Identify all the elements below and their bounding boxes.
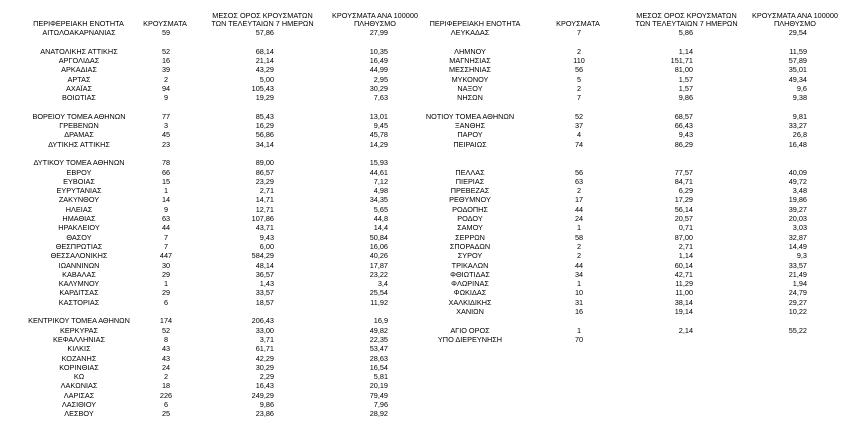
left-cell-avg: 48,14 <box>255 260 274 270</box>
right-cell-cases: 37 <box>574 121 584 130</box>
right-cell-region: ΡΟΔΟΠΗΣ <box>452 204 488 214</box>
right-cell-avg: 9,86 <box>678 93 693 103</box>
right-cell-per100k: 33,27 <box>788 121 807 130</box>
left-cell-region: ΚΑΡΔΙΤΣΑΣ <box>59 288 99 298</box>
left-cell-per100k: 16,9 <box>373 316 388 326</box>
right-cell-cases: 63 <box>574 176 584 186</box>
right-cell-cases: 2 <box>576 251 582 261</box>
left-cell-avg: 21,14 <box>255 55 274 65</box>
left-cell-avg: 3,71 <box>259 334 274 344</box>
right-cell-per100k: 9,6 <box>796 83 807 93</box>
left-cell-avg: 584,29 <box>251 251 274 261</box>
right-header-avg-line1: ΜΕΣΟΣ ΟΡΟΣ ΚΡΟΥΣΜΑΤΩΝ <box>636 11 737 20</box>
right-header-avg-line2: ΤΩΝ ΤΕΛΕΥΤΑΙΩΝ 7 ΗΜΕΡΩΝ <box>635 19 738 28</box>
left-cell-region: ΑΙΤΩΛΟΑΚΑΡΝΑΝΙΑΣ <box>42 28 116 37</box>
left-cell-per100k: 7,96 <box>373 400 388 409</box>
left-cell-per100k: 79,49 <box>369 390 388 400</box>
left-cell-region: ΑΡΓΟΛΙΔΑΣ <box>58 55 100 65</box>
left-cell-cases: 8 <box>163 334 169 344</box>
right-cell-per100k: 9,38 <box>792 93 807 103</box>
left-cell-cases: 39 <box>161 65 171 75</box>
right-cell-per100k: 32,87 <box>788 232 807 242</box>
right-cell-per100k: 3,03 <box>792 223 807 233</box>
left-cell-avg: 12,71 <box>255 204 274 214</box>
left-cell-cases: 52 <box>161 325 171 335</box>
left-cell-region: ΚΩ <box>73 372 85 382</box>
left-cell-cases: 94 <box>161 83 171 93</box>
left-cell-cases: 23 <box>161 139 171 149</box>
right-cell-avg: 5,86 <box>678 28 693 37</box>
left-cell-per100k: 2,95 <box>373 74 388 84</box>
left-cell-region: ΒΟΡΕΙΟΥ ΤΟΜΕΑ ΑΘΗΝΩΝ <box>32 111 126 121</box>
left-cell-avg: 14,71 <box>255 195 274 205</box>
right-cell-avg: 1,57 <box>678 74 693 84</box>
right-cell-per100k: 26,8 <box>792 130 807 140</box>
left-cell-cases: 16 <box>161 55 171 65</box>
right-cell-per100k: 29,54 <box>788 28 807 37</box>
left-header-per100k-line2: ΠΛΗΘΥΣΜΟ <box>354 19 396 28</box>
right-cell-region: ΜΕΣΣΗΝΙΑΣ <box>449 65 491 75</box>
left-cell-cases: 6 <box>163 400 169 409</box>
right-header-cases: ΚΡΟΥΣΜΑΤΑ <box>556 19 600 28</box>
left-cell-cases: 9 <box>163 93 169 103</box>
left-cell-cases: 15 <box>161 176 171 186</box>
left-cell-region: ΒΟΙΩΤΙΑΣ <box>62 93 96 103</box>
right-cell-cases: 31 <box>574 297 584 307</box>
left-cell-per100k: 14,29 <box>369 139 388 149</box>
left-cell-cases: 52 <box>161 46 171 56</box>
left-cell-region: ΙΩΑΝΝΙΝΩΝ <box>58 260 100 270</box>
right-cell-avg: 84,71 <box>674 176 693 186</box>
left-cell-avg: 105,43 <box>251 83 274 93</box>
right-cell-cases: 34 <box>574 269 584 279</box>
left-cell-avg: 18,57 <box>255 297 274 307</box>
left-cell-region: ΚΙΛΚΙΣ <box>67 344 91 354</box>
left-cell-cases: 29 <box>161 288 171 298</box>
right-cell-region: ΠΑΡΟΥ <box>457 130 483 140</box>
left-cell-avg: 61,71 <box>255 344 274 354</box>
left-cell-per100k: 40,26 <box>369 251 388 261</box>
right-cell-avg: 2,71 <box>678 241 693 251</box>
right-cell-cases: 74 <box>574 139 584 149</box>
left-cell-region: ΔΥΤΙΚΗΣ ΑΤΤΙΚΗΣ <box>48 139 110 149</box>
left-cell-region: ΚΟΡΙΝΘΙΑΣ <box>59 362 99 372</box>
right-cell-cases: 7 <box>576 93 582 103</box>
right-cell-per100k: 40,09 <box>788 167 807 177</box>
right-cell-avg: 87,00 <box>674 232 693 242</box>
right-cell-cases: 7 <box>576 28 582 37</box>
left-cell-region: ΗΡΑΚΛΕΙΟΥ <box>58 223 100 233</box>
left-cell-per100k: 45,78 <box>369 130 388 140</box>
left-cell-cases: 3 <box>163 121 169 130</box>
left-cell-per100k: 17,87 <box>369 260 388 270</box>
left-cell-per100k: 16,06 <box>369 241 388 251</box>
right-cell-avg: 86,29 <box>674 139 693 149</box>
left-cell-region: ΖΑΚΥΝΘΟΥ <box>58 195 100 205</box>
right-cell-region: ΧΑΝΙΩΝ <box>456 307 484 316</box>
left-cell-region: ΚΑΣΤΟΡΙΑΣ <box>58 297 100 307</box>
left-cell-region: ΘΑΣΟΥ <box>66 232 92 242</box>
right-cell-cases: 56 <box>574 65 584 75</box>
right-cell-region: ΣΑΜΟΥ <box>457 223 483 233</box>
left-cell-per100k: 49,82 <box>369 325 388 335</box>
left-cell-per100k: 23,22 <box>369 269 388 279</box>
right-cell-cases: 5 <box>576 74 582 84</box>
right-cell-avg: 2,14 <box>678 325 693 335</box>
right-cell-per100k: 49,72 <box>788 176 807 186</box>
right-cell-cases: 17 <box>574 195 584 205</box>
right-cell-cases: 10 <box>574 288 584 298</box>
left-cell-region: ΕΒΡΟΥ <box>66 167 92 177</box>
right-cell-cases: 110 <box>573 55 585 65</box>
left-cell-cases: 45 <box>161 130 171 140</box>
right-cell-region: ΑΓΙΟ ΟΡΟΣ <box>450 325 490 335</box>
left-cell-per100k: 28,92 <box>369 409 388 419</box>
right-cell-avg: 1,14 <box>678 251 693 261</box>
left-cell-per100k: 44,99 <box>369 65 388 75</box>
left-cell-avg: 86,57 <box>255 167 274 177</box>
left-cell-per100k: 53,47 <box>369 344 388 354</box>
left-cell-per100k: 30,29 <box>369 83 388 93</box>
left-cell-cases: 1 <box>163 186 169 196</box>
right-cell-cases: 24 <box>574 214 584 223</box>
left-cell-avg: 19,29 <box>255 93 274 103</box>
left-cell-region: ΑΡΚΑΔΙΑΣ <box>61 65 97 75</box>
left-cell-per100k: 25,54 <box>369 288 388 298</box>
left-cell-cases: 174 <box>159 316 173 326</box>
right-cell-region: ΣΥΡΟΥ <box>457 251 483 261</box>
left-cell-region: ΔΡΑΜΑΣ <box>64 130 94 140</box>
right-cell-avg: 42,71 <box>674 269 693 279</box>
right-cell-avg: 38,14 <box>674 297 693 307</box>
left-cell-region: ΘΕΣΠΡΩΤΙΑΣ <box>55 241 103 251</box>
left-cell-per100k: 11,92 <box>370 297 388 307</box>
right-cell-region: ΝΗΣΩΝ <box>457 93 483 103</box>
left-cell-cases: 18 <box>161 381 171 391</box>
left-header-region: ΠΕΡΙΦΕΡΕΙΑΚΗ ΕΝΟΤΗΤΑ <box>33 19 124 28</box>
left-cell-cases: 24 <box>161 362 171 372</box>
right-cell-cases: 2 <box>576 83 582 93</box>
left-cell-cases: 25 <box>161 409 171 419</box>
left-cell-per100k: 5,65 <box>373 204 388 214</box>
right-cell-per100k: 9,81 <box>792 111 807 121</box>
left-cell-cases: 1 <box>163 279 169 289</box>
left-cell-avg: 34,14 <box>255 139 274 149</box>
left-cell-avg: 43,29 <box>255 65 274 75</box>
left-header-cases: ΚΡΟΥΣΜΑΤΑ <box>143 19 187 28</box>
left-cell-cases: 7 <box>163 241 169 251</box>
left-cell-cases: 2 <box>163 74 169 84</box>
right-cell-cases: 2 <box>576 46 582 56</box>
right-cell-avg: 11,00 <box>675 288 693 298</box>
left-cell-avg: 6,00 <box>259 241 274 251</box>
right-cell-region: ΡΟΔΟΥ <box>457 214 483 223</box>
right-header-per100k-line2: ΠΛΗΘΥΣΜΟ <box>774 19 816 28</box>
right-cell-cases: 2 <box>576 241 582 251</box>
left-cell-cases: 63 <box>161 214 171 223</box>
left-cell-region: ΚΕΦΑΛΛΗΝΙΑΣ <box>53 334 105 344</box>
right-cell-avg: 20,57 <box>674 214 693 223</box>
left-cell-region: ΓΡΕΒΕΝΩΝ <box>59 121 99 130</box>
right-cell-avg: 56,14 <box>674 204 693 214</box>
right-cell-region: ΜΥΚΟΝΟΥ <box>451 74 489 84</box>
left-cell-region: ΚΕΝΤΡΙΚΟΥ ΤΟΜΕΑ ΑΘΗΝΩΝ <box>28 316 130 326</box>
left-cell-per100k: 34,35 <box>369 195 388 205</box>
right-cell-per100k: 19,86 <box>788 195 807 205</box>
left-cell-cases: 9 <box>163 204 169 214</box>
left-cell-per100k: 50,84 <box>369 232 388 242</box>
right-cell-region: ΠΕΛΛΑΣ <box>455 167 485 177</box>
left-cell-per100k: 7,12 <box>373 176 388 186</box>
left-cell-per100k: 22,35 <box>369 334 388 344</box>
left-cell-cases: 29 <box>161 269 171 279</box>
left-cell-region: ΛΑΣΙΘΙΟΥ <box>61 400 97 409</box>
right-cell-avg: 1,14 <box>678 46 693 56</box>
right-cell-per100k: 55,22 <box>788 325 807 335</box>
right-cell-avg: 19,14 <box>674 307 693 316</box>
left-cell-avg: 43,71 <box>255 223 274 233</box>
right-cell-per100k: 10,22 <box>788 307 807 316</box>
right-cell-region: ΦΘΙΩΤΙΔΑΣ <box>450 269 490 279</box>
left-cell-per100k: 27,99 <box>369 28 388 37</box>
left-cell-avg: 36,57 <box>255 269 274 279</box>
left-cell-region: ΕΥΒΟΙΑΣ <box>63 176 95 186</box>
right-cell-avg: 77,57 <box>674 167 693 177</box>
left-cell-avg: 89,00 <box>255 158 274 168</box>
left-cell-cases: 7 <box>163 232 169 242</box>
right-cell-region: ΜΑΓΝΗΣΙΑΣ <box>449 55 491 65</box>
left-cell-avg: 42,29 <box>255 353 274 363</box>
left-cell-per100k: 16,49 <box>369 55 388 65</box>
left-cell-region: ΑΝΑΤΟΛΙΚΗΣ ΑΤΤΙΚΗΣ <box>40 46 118 56</box>
left-cell-avg: 206,43 <box>251 316 274 326</box>
left-cell-per100k: 9,45 <box>373 121 388 130</box>
right-cell-avg: 68,57 <box>674 111 693 121</box>
left-cell-avg: 23,29 <box>255 176 274 186</box>
right-cell-cases: 1 <box>576 223 582 233</box>
right-header-region: ΠΕΡΙΦΕΡΕΙΑΚΗ ΕΝΟΤΗΤΑ <box>429 19 521 28</box>
left-cell-per100k: 44,8 <box>373 214 388 223</box>
right-cell-avg: 81,00 <box>674 65 693 75</box>
right-cell-cases: 4 <box>576 130 582 140</box>
left-cell-region: ΗΜΑΘΙΑΣ <box>62 214 96 223</box>
left-cell-per100k: 5,81 <box>373 372 388 382</box>
left-cell-avg: 23,86 <box>255 409 274 419</box>
left-cell-avg: 107,86 <box>251 214 274 223</box>
left-cell-region: ΚΑΒΑΛΑΣ <box>62 269 96 279</box>
left-cell-cases: 59 <box>161 28 171 37</box>
right-cell-region: ΦΩΚΙΔΑΣ <box>453 288 487 298</box>
left-cell-cases: 44 <box>161 223 171 233</box>
right-cell-region: ΥΠΟ ΔΙΕΡΕΥΝΗΣΗ <box>437 334 503 344</box>
left-cell-per100k: 13,01 <box>369 111 388 121</box>
left-cell-cases: 30 <box>161 260 171 270</box>
left-cell-avg: 30,29 <box>255 362 274 372</box>
right-cell-cases: 2 <box>576 186 582 196</box>
right-cell-cases: 44 <box>574 260 584 270</box>
left-cell-per100k: 4,98 <box>373 186 388 196</box>
right-cell-per100k: 11,59 <box>789 46 807 56</box>
right-cell-cases: 1 <box>576 325 582 335</box>
right-cell-per100k: 3,48 <box>792 186 807 196</box>
left-cell-avg: 16,29 <box>255 121 274 130</box>
left-cell-per100k: 16,54 <box>369 362 388 372</box>
right-cell-avg: 17,29 <box>674 195 693 205</box>
right-cell-avg: 6,29 <box>678 186 693 196</box>
left-cell-region: ΛΑΚΩΝΙΑΣ <box>60 381 98 391</box>
right-cell-region: ΝΟΤΙΟΥ ΤΟΜΕΑ ΑΘΗΝΩΝ <box>425 111 515 121</box>
left-cell-avg: 9,86 <box>259 400 274 409</box>
right-cell-per100k: 49,34 <box>788 74 807 84</box>
right-cell-avg: 60,14 <box>674 260 693 270</box>
right-cell-avg: 66,43 <box>674 121 693 130</box>
right-cell-region: ΡΕΘΥΜΝΟΥ <box>449 195 491 205</box>
left-cell-region: ΑΡΤΑΣ <box>67 74 91 84</box>
right-cell-per100k: 14,49 <box>788 241 807 251</box>
right-cell-region: ΝΑΞΟΥ <box>457 83 483 93</box>
right-cell-region: ΦΛΩΡΙΝΑΣ <box>451 279 489 289</box>
left-cell-cases: 2 <box>163 372 169 382</box>
right-cell-cases: 16 <box>574 307 584 316</box>
right-cell-per100k: 33,57 <box>788 260 807 270</box>
right-cell-avg: 1,57 <box>678 83 693 93</box>
right-cell-cases: 44 <box>574 204 584 214</box>
right-cell-region: ΞΑΝΘΗΣ <box>454 121 486 130</box>
right-cell-region: ΠΕΙΡΑΙΩΣ <box>453 139 487 149</box>
left-cell-per100k: 7,63 <box>373 93 388 103</box>
left-cell-per100k: 3,4 <box>377 279 388 289</box>
left-cell-region: ΚΑΛΥΜΝΟΥ <box>58 279 100 289</box>
right-cell-per100k: 21,49 <box>788 269 807 279</box>
right-cell-cases: 56 <box>574 167 584 177</box>
right-cell-cases: 1 <box>576 279 582 289</box>
left-cell-avg: 57,86 <box>255 28 274 37</box>
left-header-avg-line2: ΤΩΝ ΤΕΛΕΥΤΑΙΩΝ 7 ΗΜΕΡΩΝ <box>211 19 314 28</box>
right-cell-per100k: 35,01 <box>788 65 807 75</box>
left-cell-region: ΑΧΑΪΑΣ <box>65 83 93 93</box>
left-header-per100k-line1: ΚΡΟΥΣΜΑΤΑ ΑΝΑ 100000 <box>332 11 418 20</box>
left-header-avg-line1: ΜΕΣΟΣ ΟΡΟΣ ΚΡΟΥΣΜΑΤΩΝ <box>212 11 313 20</box>
left-cell-cases: 6 <box>163 297 169 307</box>
left-cell-cases: 14 <box>161 195 171 205</box>
right-cell-avg: 9,43 <box>678 130 693 140</box>
left-cell-avg: 33,00 <box>255 325 274 335</box>
left-cell-region: ΚΕΡΚΥΡΑΣ <box>59 325 99 335</box>
left-cell-avg: 5,00 <box>259 74 274 84</box>
left-cell-avg: 85,43 <box>255 111 274 121</box>
right-cell-per100k: 57,89 <box>788 55 807 65</box>
right-cell-region: ΤΡΙΚΑΛΩΝ <box>451 260 489 270</box>
right-cell-region: ΛΗΜΝΟΥ <box>454 46 486 56</box>
right-cell-region: ΧΑΛΚΙΔΙΚΗΣ <box>448 297 492 307</box>
left-cell-cases: 447 <box>159 251 173 261</box>
left-cell-cases: 78 <box>161 158 171 168</box>
right-cell-region: ΛΕΥΚΑΔΑΣ <box>450 28 490 37</box>
right-cell-cases: 58 <box>574 232 584 242</box>
right-cell-per100k: 16,48 <box>788 139 807 149</box>
left-cell-region: ΕΥΡΥΤΑΝΙΑΣ <box>56 186 102 196</box>
right-cell-per100k: 39,27 <box>788 204 807 214</box>
right-cell-avg: 11,29 <box>675 279 693 289</box>
left-cell-avg: 2,29 <box>259 372 274 382</box>
left-cell-per100k: 28,63 <box>369 353 388 363</box>
left-cell-avg: 68,14 <box>255 46 274 56</box>
left-cell-avg: 2,71 <box>259 186 274 196</box>
left-cell-per100k: 15,93 <box>369 158 388 168</box>
right-cell-cases: 70 <box>574 334 584 344</box>
right-cell-region: ΠΡΕΒΕΖΑΣ <box>450 186 490 196</box>
left-cell-per100k: 14,4 <box>373 223 388 233</box>
right-cell-per100k: 20,03 <box>788 214 807 223</box>
left-cell-region: ΘΕΣΣΑΛΟΝΙΚΗΣ <box>50 251 108 261</box>
left-cell-region: ΛΑΡΙΣΑΣ <box>63 390 95 400</box>
left-cell-per100k: 44,61 <box>369 167 388 177</box>
right-cell-cases: 52 <box>574 111 584 121</box>
right-cell-per100k: 24,79 <box>788 288 807 298</box>
left-cell-avg: 33,57 <box>255 288 274 298</box>
left-cell-cases: 77 <box>161 111 171 121</box>
left-cell-cases: 43 <box>161 353 171 363</box>
left-cell-avg: 16,43 <box>255 381 274 391</box>
left-cell-region: ΚΟΖΑΝΗΣ <box>61 353 97 363</box>
left-cell-cases: 43 <box>161 344 171 354</box>
left-cell-per100k: 10,35 <box>369 46 388 56</box>
right-cell-per100k: 1,94 <box>792 279 807 289</box>
right-cell-per100k: 29,27 <box>788 297 807 307</box>
left-cell-avg: 56,86 <box>255 130 274 140</box>
right-header-per100k-line1: ΚΡΟΥΣΜΑΤΑ ΑΝΑ 100000 <box>752 11 838 20</box>
left-cell-avg: 1,43 <box>259 279 274 289</box>
left-cell-cases: 66 <box>161 167 171 177</box>
right-cell-avg: 0,71 <box>678 223 693 233</box>
left-cell-avg: 9,43 <box>259 232 274 242</box>
left-cell-cases: 226 <box>159 390 173 400</box>
left-cell-per100k: 20,19 <box>369 381 388 391</box>
left-cell-region: ΛΕΣΒΟΥ <box>64 409 94 419</box>
right-cell-avg: 151,71 <box>670 55 693 65</box>
right-cell-region: ΣΕΡΡΩΝ <box>455 232 485 242</box>
right-cell-per100k: 9,3 <box>796 251 807 261</box>
left-cell-region: ΗΛΕΙΑΣ <box>65 204 93 214</box>
left-cell-avg: 249,29 <box>251 390 274 400</box>
right-cell-region: ΠΙΕΡΙΑΣ <box>455 176 485 186</box>
right-cell-region: ΣΠΟΡΑΔΩΝ <box>449 241 491 251</box>
left-cell-region: ΔΥΤΙΚΟΥ ΤΟΜΕΑ ΑΘΗΝΩΝ <box>33 158 125 168</box>
